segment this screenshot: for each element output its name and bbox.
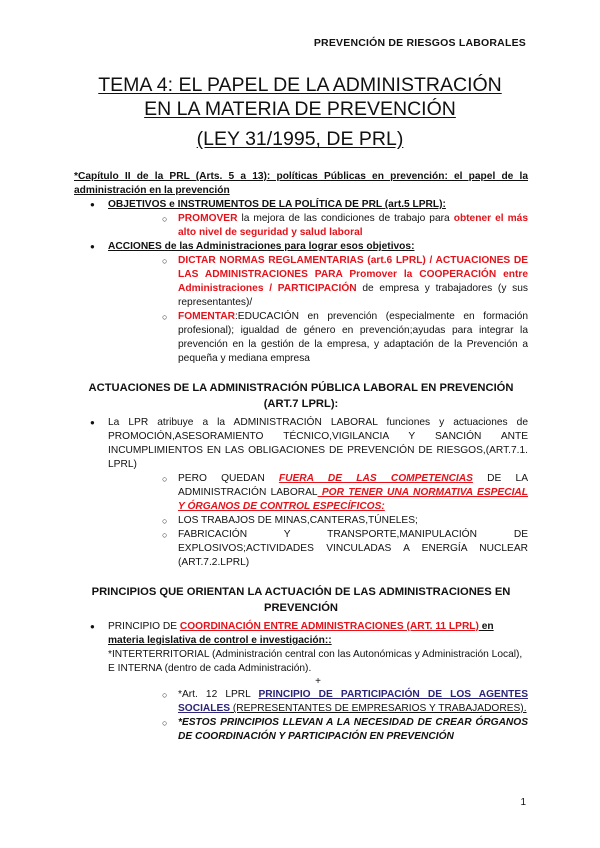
list-item — [108, 716, 528, 744]
keyword: DICTAR NORMAS REGLAMENTARIAS (art.6 LPRL) / ACTUACIONES DE LAS ADMINISTRACIONES PARA Promover la COOPERACIÓN entre Administraciones / PARTICIPACIÓN — [178, 255, 528, 294]
list-item — [74, 198, 528, 240]
list-item — [108, 472, 528, 514]
page-number: 1 — [520, 797, 526, 808]
list-item — [108, 528, 528, 570]
list-item — [108, 212, 528, 240]
text: La LPR atribuye a la ADMINISTRACIÓN LABORAL funciones y actuaciones de PROMOCIÓN,ASESORAMIENTO TÉCNICO,VIGILANCIA Y SANCIÓN ANTE INCUMPLIMIENTOS EN LAS OBLIGACIONES DE PREVENCIÓN DE RIESGOS,(ART.7.1. LPRL) — [108, 417, 528, 470]
keyword: FOMENTAR — [178, 311, 235, 322]
actuaciones-title: ACTUACIONES DE LA ADMINISTRACIÓN PÚBLICA LABORAL EN PREVENCIÓN (ART.7 LPRL): — [88, 382, 514, 410]
keyword: obtener el más alto nivel de seguridad y salud laboral — [178, 213, 529, 238]
list-item — [108, 254, 528, 310]
objetivos-heading: OBJETIVOS e INSTRUMENTOS DE LA POLÍTICA DE PRL (art.5 LPRL): — [108, 199, 446, 210]
acciones-heading: ACCIONES de las Administraciones para lograr esos objetivos: — [108, 241, 415, 252]
list-item — [74, 620, 528, 744]
principios-list — [74, 620, 528, 744]
principios-title: PRINCIPIOS QUE ORIENTAN LA ACTUACIÓN DE LAS ADMINISTRACIONES EN PREVENCIÓN — [91, 586, 511, 614]
objetivos-list — [74, 198, 528, 366]
text: DE LA ADMINISTRACIÓN LABORAL — [178, 473, 528, 498]
note: *INTERTERRITORIAL (Administración central con las Autonómicas y Administración Local), E INTERNA (dentro de cada Administración). — [108, 649, 523, 674]
text: *ESTOS PRINCIPIOS LLEVAN A LA NECESIDAD DE CREAR ÓRGANOS DE COORDINACIÓN Y PARTICIPACIÓN EN PREVENCIÓN — [178, 717, 528, 742]
plus-sign: + — [315, 676, 321, 687]
title-line-1: TEMA 4: EL PAPEL DE LA ADMINISTRACIÓN — [98, 74, 502, 96]
keyword: PRINCIPIO DE PARTICIPACIÓN DE LOS AGENTES SOCIALES — [178, 689, 528, 714]
title-line-2: EN LA MATERIA DE PREVENCIÓN — [144, 98, 456, 120]
text: *Art. 12 LPRL — [178, 689, 259, 700]
keyword: PROMOVER — [178, 213, 238, 224]
keyword: POR TENER UNA NORMATIVA ESPECIAL Y ÓRGANOS DE CONTROL ESPECÍFICOS: — [178, 487, 528, 512]
text: (REPRESENTANTES DE EMPRESARIOS Y TRABAJADORES). — [230, 703, 527, 714]
keyword: COORDINACIÓN ENTRE ADMINISTRACIONES (ART. 11 LPRL) — [179, 621, 479, 632]
text: de empresa y trabajadores (y sus representantes)/ — [178, 283, 528, 308]
text: PERO QUEDAN — [178, 473, 279, 484]
intro-paragraph: *Capítulo II de la PRL (Arts. 5 a 13): políticas Públicas en prevención: el papel de la administración en la prevención — [74, 171, 528, 196]
title-line-3: (LEY 31/1995, DE PRL) — [196, 128, 404, 150]
text: la mejora de las condiciones de trabajo para — [237, 213, 454, 224]
page-header: PREVENCIÓN DE RIESGOS LABORALES — [313, 37, 526, 49]
list-item — [108, 514, 528, 528]
actuaciones-list — [74, 416, 528, 570]
text: PRINCIPIO DE — [108, 621, 180, 632]
list-item — [74, 416, 528, 570]
list-item — [108, 688, 528, 716]
document-title — [40, 73, 560, 151]
keyword: FUERA DE LAS COMPETENCIAS — [278, 473, 473, 484]
document-body — [74, 170, 528, 744]
text: :EDUCACIÓN en prevención (especialmente en formación profesional); igualdad de género en prevención;ayudas para integrar la prevención en la gestión de la empresa, y adaptación de la Prevención a pequeña y mediana empresa — [178, 311, 528, 364]
text: LOS TRABAJOS DE MINAS,CANTERAS,TÚNELES; — [178, 515, 418, 526]
text: FABRICACIÓN Y TRANSPORTE,MANIPULACIÓN DE EXPLOSIVOS;ACTIVIDADES VINCULADAS A ENERGÍA NUCLEAR (ART.7.2.LPRL) — [178, 529, 528, 568]
list-item — [108, 310, 528, 366]
text: en materia legislativa de control e investigación:: — [108, 621, 494, 646]
list-item — [74, 240, 528, 366]
